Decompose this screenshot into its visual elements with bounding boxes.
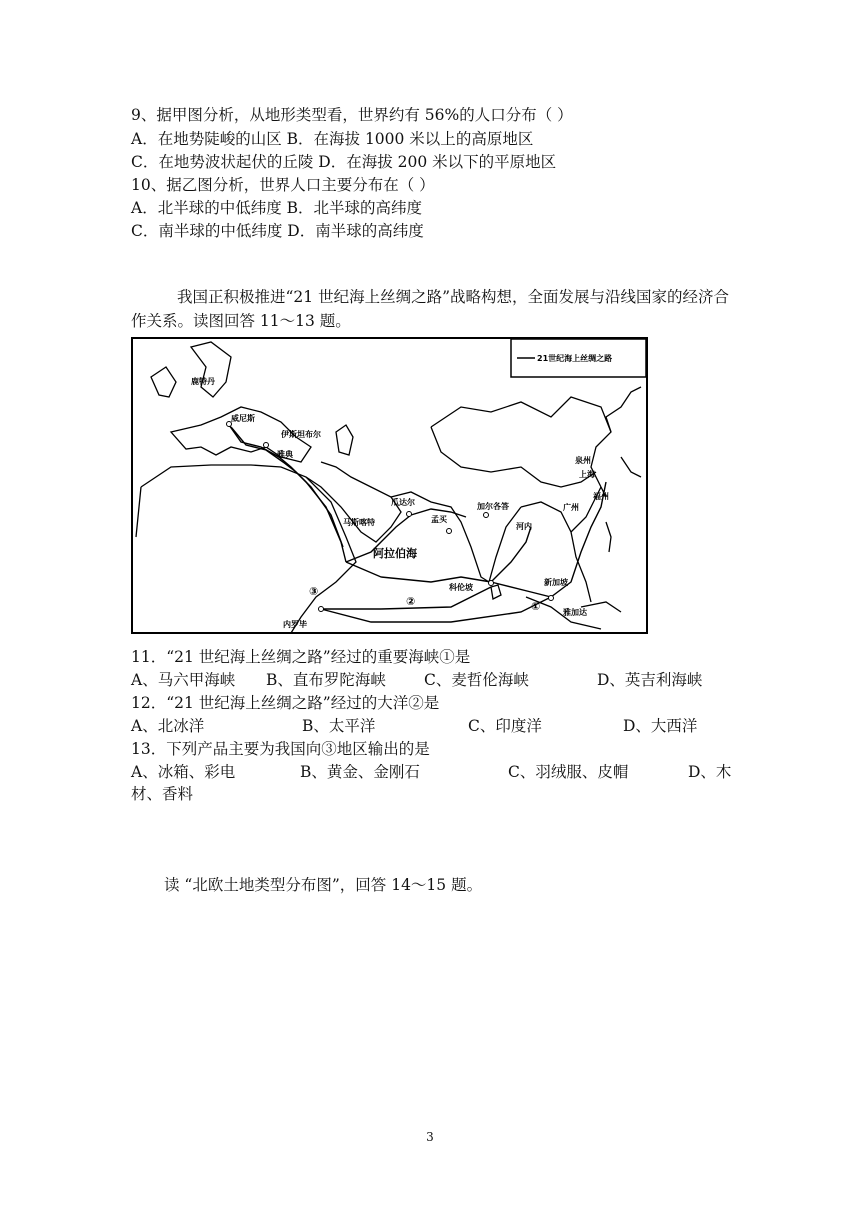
label-athens: 雅典 <box>277 450 293 459</box>
q12-option-d: D、大西洋 <box>623 717 698 735</box>
q11-option-a: A、马六甲海峡 <box>131 671 236 689</box>
silk-road-intro: 我国正积极推进“21 世纪海上丝绸之路”战略构想，全面发展与沿线国家的经济合作关系。读图回答 11～13 题。 <box>131 288 730 330</box>
q11-stem: 11．“21 世纪海上丝绸之路”经过的重要海峡①是 <box>131 648 471 666</box>
label-singapore: 新加坡 <box>544 578 568 587</box>
label-istanbul: 伊斯坦布尔 <box>281 430 321 439</box>
q10-options-ab: A．北半球的中低纬度 B．北半球的高纬度 <box>131 199 423 217</box>
q10-stem: 10、据乙图分析，世界人口主要分布在（ ） <box>131 176 435 194</box>
marker-1: ① <box>531 600 541 613</box>
q10-options-cd: C．南半球的中低纬度 D．南半球的高纬度 <box>131 222 424 240</box>
label-mumbai: 孟买 <box>431 515 447 524</box>
label-fuzhou: 福州 <box>593 492 609 501</box>
label-colombo: 科伦坡 <box>449 583 473 592</box>
q9-options-cd: C．在地势波状起伏的丘陵 D．在海拔 200 米以下的平原地区 <box>131 153 557 171</box>
q12-option-c: C、印度洋 <box>468 717 542 735</box>
q13-option-b: B、黄金、金刚石 <box>300 763 420 781</box>
q13-stem: 13．下列产品主要为我国向③地区输出的是 <box>131 740 430 758</box>
label-jakarta: 雅加达 <box>563 608 587 617</box>
q13-option-a: A、冰箱、彩电 <box>131 763 236 781</box>
marker-3: ③ <box>309 585 319 598</box>
q13-option-d-continued: 材、香料 <box>131 785 194 803</box>
page-number: 3 <box>426 1130 434 1144</box>
q11-option-c: C、麦哲伦海峡 <box>424 671 529 689</box>
label-muscat: 马斯喀特 <box>343 518 375 527</box>
label-guangzhou: 广州 <box>563 503 579 512</box>
silk-road-map <box>131 337 648 634</box>
legend-label: 21世纪海上丝绸之路 <box>537 354 613 363</box>
label-rotterdam: 鹿特丹 <box>191 377 215 386</box>
label-shanghai: 上海 <box>579 470 595 479</box>
label-nairobi: 内罗毕 <box>283 620 307 629</box>
q13-option-d: D、木 <box>688 763 732 781</box>
q12-option-b: B、太平洋 <box>302 717 376 735</box>
label-kolkata: 加尔各答 <box>477 502 509 511</box>
q11-option-b: B、直布罗陀海峡 <box>266 671 386 689</box>
label-quanzhou: 泉州 <box>575 456 591 465</box>
q9-stem: 9、据甲图分析，从地形类型看，世界约有 56%的人口分布（ ） <box>131 106 573 124</box>
north-europe-intro: 读 “北欧土地类型分布图”，回答 14～15 题。 <box>164 876 483 894</box>
q12-stem: 12．“21 世纪海上丝绸之路”经过的大洋②是 <box>131 694 440 712</box>
q13-option-c: C、羽绒服、皮帽 <box>508 763 629 781</box>
q9-options-ab: A．在地势陡峻的山区 B．在海拔 1000 米以上的高原地区 <box>131 130 534 148</box>
map-legend <box>511 339 646 377</box>
label-venice: 威尼斯 <box>231 414 255 423</box>
q12-option-a: A、北冰洋 <box>131 717 205 735</box>
label-hanoi: 河内 <box>516 522 532 531</box>
label-gwadar: 瓜达尔 <box>391 498 415 507</box>
marker-2: ② <box>406 595 416 608</box>
q11-option-d: D、英吉利海峡 <box>597 671 703 689</box>
label-arabian-sea: 阿拉伯海 <box>373 547 417 560</box>
